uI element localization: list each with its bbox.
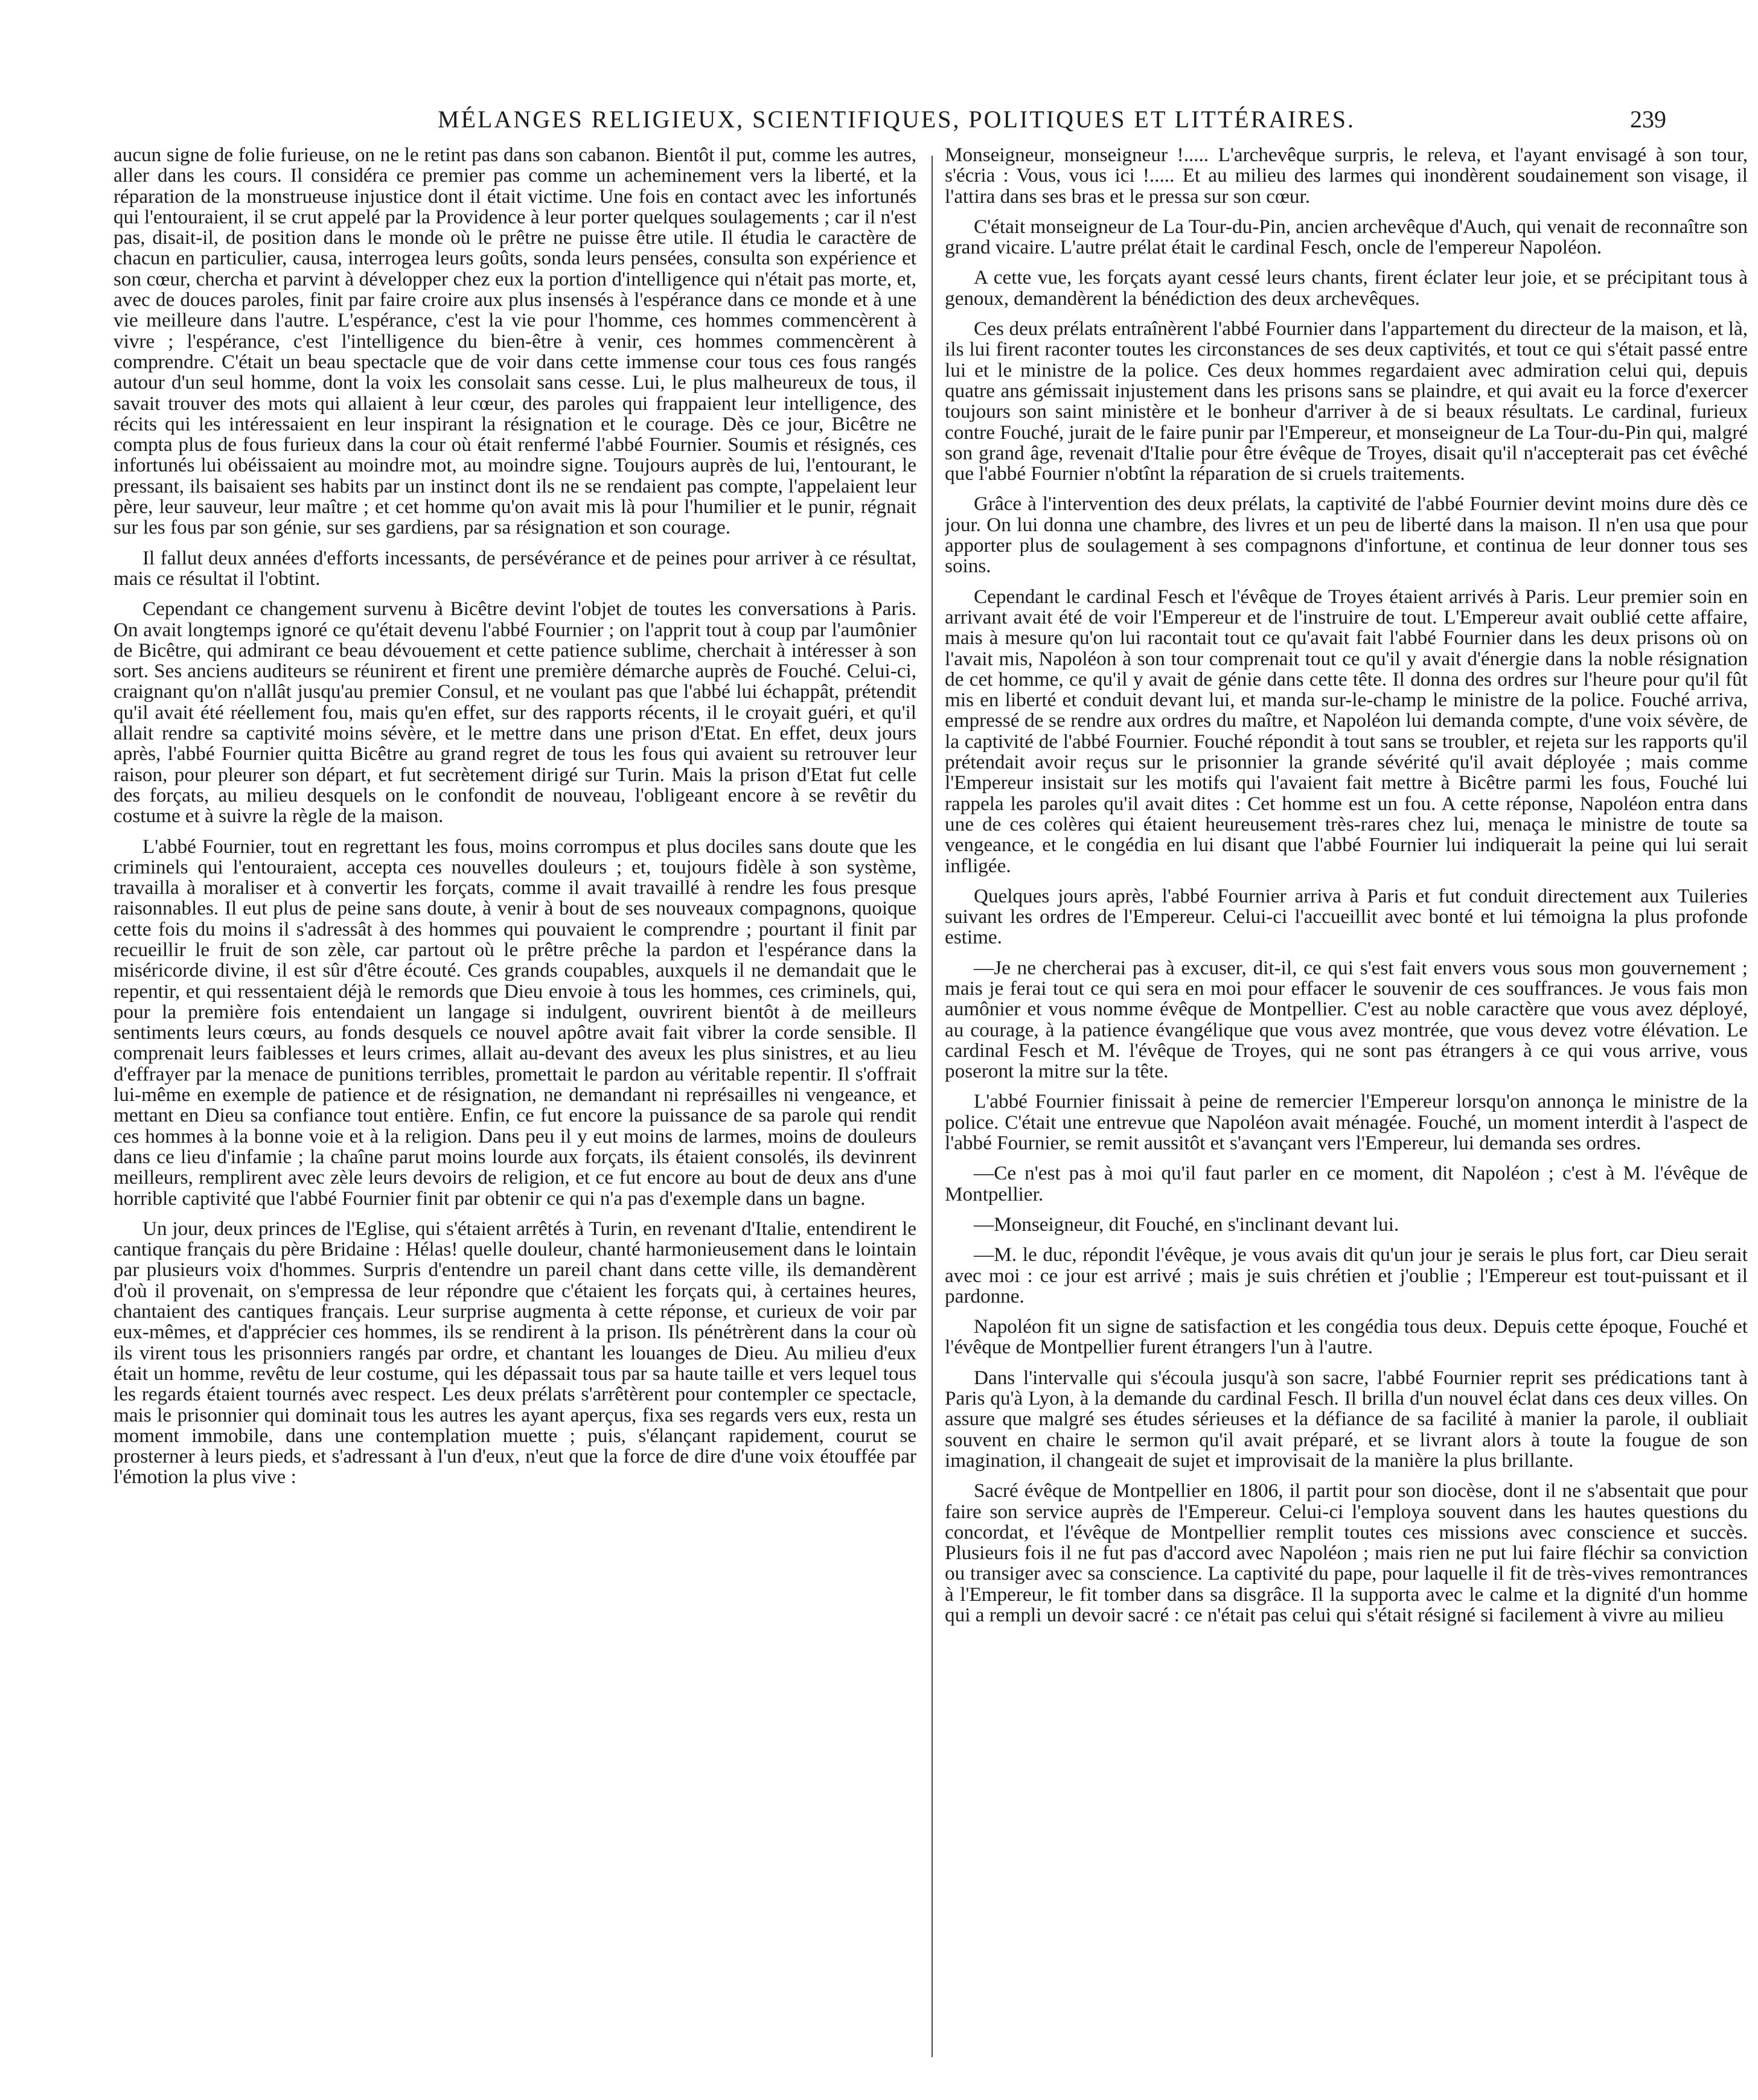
paragraph: Napoléon fit un signe de satisfaction et les congédia tous deux. Depuis cette époque, Fouché et l'évêque de Montpellier furent étrangers l'un à l'autre. [945, 1315, 1748, 1359]
paragraph: Cependant ce changement survenu à Bicêtre devint l'objet de toutes les conversations à Paris. On avait longtemps ignoré ce qu'était devenu l'abbé Fournier ; on l'apprit tout à coup par l'aumônier de Bicêtre, qui admirant ce beau dévouement et cette patience sublime, cherchait à intéresser à son sort. Ses anciens auditeurs se réunirent et firent une première démarche auprès de Fouché. Celui-ci, craignant qu'on n'allât jusqu'au premier Consul, et ne voulant pas que l'abbé lui échappât, prétendit qu'il avait été réellement fou, mais qu'en effet, sur des rapports récents, il le croyait guéri, et qu'il allait rendre sa captivité moins sévère, et le mettre dans une prison d'Etat. En effet, deux jours après, l'abbé Fournier quitta Bicêtre au grand regret de tous les fous qui avaient su retrouver leur raison, pour pleurer son départ, et fut secrètement dirigé sur Turin. Mais la prison d'Etat fut celle des forçats, au milieu desquels on le confondit de nouveau, l'obligeant encore à se revêtir du costume et à suivre la règle de la maison. [113, 598, 916, 828]
paragraph: Cependant le cardinal Fesch et l'évêque de Troyes étaient arrivés à Paris. Leur premier soin en arrivant avait été de voir l'Empereur et de l'instruire de tout. L'Empereur avait oublié cette affaire, mais à mesure qu'on lui racontait tout ce qu'avait fait l'abbé Fournier dans les deux prisons où on l'avait mis, Napoléon à son tour comprenait tout ce qu'il y avait d'énergie dans la noble résignation de cet homme, ce qu'il y avait de génie dans cette tête. Il donna des ordres sur l'heure pour qu'il fût mis en liberté et conduit devant lui, et manda sur-le-champ le ministre de la police. Fouché arriva, empressé de se rendre aux ordres du maître, et Napoléon lui demanda compte, d'une voix sévère, de la captivité de l'abbé Fournier. Fouché répondit à tout sans se troubler, et rejeta sur les rapports qu'il prétendait avoir reçus sur le prisonnier la grande sévérité qu'il avait déployée ; mais comme l'Empereur insistait sur les motifs qui l'avaient fait mettre à Bicêtre parmi les fous, Fouché lui rappela les paroles qu'il avait dites : Cet homme est un fou. A cette réponse, Napoléon entra dans une de ces colères qui étaient heureusement très-rares chez lui, menaça le ministre de toute sa vengeance, et le congédia en lui disant que l'abbé Fournier lui indiquerait la peine qui lui serait infligée. [945, 585, 1748, 877]
paragraph: Il fallut deux années d'efforts incessants, de persévérance et de peines pour arriver à ce résultat, mais ce résultat il l'obtint. [113, 546, 916, 590]
paragraph: L'abbé Fournier, tout en regrettant les fous, moins corrompus et plus dociles sans doute que les criminels qui l'entouraient, accepta ces nouvelles douleurs ; et, toujours fidèle à son système, travailla à moraliser et à convertir les forçats, comme il avait travaillé à rendre les fous presque raisonnables. Il eut plus de peine sans doute, à venir à bout de ses nouveaux compagnons, quoique cette fois du moins il s'adressât à des hommes qui pouvaient le comprendre ; pourtant il finit par recueillir le fruit de son zèle, car partout où le prêtre prêche la pardon et l'espérance dans la miséricorde divine, il est sûr d'être écouté. Ces grands coupables, auxquels il ne demandait que le repentir, et qui ressentaient déjà le remords que Dieu envoie à tous les hommes, ces criminels, qui, pour la première fois entendaient un langage si indulgent, ouvrirent bientôt à de meilleurs sentiments leurs cœurs, au fonds desquels ce nouvel apôtre avait fait vibrer la corde sensible. Il comprenait leurs faiblesses et leurs crimes, allait au-devant des aveux les plus sinistres, et au lieu d'effrayer par la menace de punitions terribles, promettait le pardon au véritable repentir. Il s'offrait lui-même en exemple de patience et de résignation, ne demandant ni représailles ni vengeance, et mettant en Dieu sa confiance tout entière. Enfin, ce fut encore la puissance de sa parole qui rendit ces hommes à la bonne voie et à la religion. Dans peu il y eut moins de larmes, moins de douleurs dans ce lieu d'infamie ; la chaîne parut moins lourde aux forçats, ils étaient consolés, ils devinrent meilleurs, remplirent avec zèle leurs devoirs de religion, et ce fut encore au bout de deux ans d'une horrible captivité que l'abbé Fournier finit par obtenir ce qui n'a pas d'exemple dans un bagne. [113, 835, 916, 1210]
right-column [945, 145, 1748, 2076]
left-column [113, 145, 916, 2076]
paragraph: —Ce n'est pas à moi qu'il faut parler en ce moment, dit Napoléon ; c'est à M. l'évêque de Montpellier. [945, 1162, 1748, 1205]
paragraph: Dans l'intervalle qui s'écoula jusqu'à son sacre, l'abbé Fournier reprit ses prédications tant à Paris qu'à Lyon, à la demande du cardinal Fesch. Il brilla d'un nouvel éclat dans ces deux villes. On assure que malgré ses études sérieuses et la défiance de sa facilité à manier la parole, il oubliait souvent en chaire le sermon qu'il avait préparé, et se livrant alors à toute la fougue de son imagination, il changeait de sujet et improvisait de la manière la plus brillante. [945, 1366, 1748, 1472]
paragraph: Grâce à l'intervention des deux prélats, la captivité de l'abbé Fournier devint moins dure dès ce jour. On lui donna une chambre, des livres et un peu de liberté dans la maison. Il n'en usa que pour apporter plus de soulagement à ses compagnons d'infortune, et continua de leur donner tous ses soins. [945, 493, 1748, 578]
paragraph: aucun signe de folie furieuse, on ne le retint pas dans son cabanon. Bientôt il put, comme les autres, aller dans les cours. Il considéra ce premier pas comme un acheminement vers la liberté, et la réparation de la monstrueuse injustice dont il était victime. Une fois en contact avec les infortunés qui l'entouraient, il se crut appelé par la Providence à leur porter quelques soulagements ; car il n'est pas, disait-il, de position dans le monde où le prêtre ne puisse être utile. Il étudia le caractère de chacun en particulier, causa, interrogea leurs goûts, sonda leurs pensées, consulta son expérience et son cœur, chercha et parvint à développer chez eux la portion d'intelligence qui n'était pas morte, et, avec de douces paroles, finit par faire croire aux plus insensés à l'espérance dans ce monde et à une vie meilleure dans l'autre. L'espérance, c'est la vie pour l'homme, ces hommes commencèrent à vivre ; l'espérance, c'est l'intelligence du bien-être à venir, ces hommes commencèrent à comprendre. C'était un beau spectacle que de voir dans cette immense cour tous ces fous rangés autour d'un seul homme, dont la voix les consolait sans cesse. Lui, le plus malheureux de tous, il savait trouver des mots qui allaient à leur cœur, des paroles qui frappaient leur intelligence, des récits qui les intéressaient en leur inspirant la résignation et le courage. Dès ce jour, Bicêtre ne compta plus de fous furieux dans la cour où était renfermé l'abbé Fournier. Soumis et résignés, ces infortunés lui obéissaient au moindre mot, au moindre signe. Toujours auprès de lui, l'entourant, le pressant, ils baisaient ses habits par un instinct dont ils ne se rendaient pas compte, l'appelaient leur père, leur sauveur, leur maître ; et cet homme qu'on avait mis là pour l'humilier et le punir, régnait sur les fous par son génie, sur ses gardiens, par sa résignation et son courage. [113, 145, 916, 539]
paragraph: —Je ne chercherai pas à excuser, dit-il, ce qui s'est fait envers vous sous mon gouvernement ; mais je ferai tout ce qui sera en moi pour effacer le souvenir de ces souffrances. Je vous fais mon aumônier et vous nomme évêque de Montpellier. C'est au noble caractère que vous avez déployé, au courage, à la patience évangélique que vous avez montrée, que vous devez votre élévation. Le cardinal Fesch et M. l'évêque de Troyes, qui ne sont pas étrangers à ce qui vous arrive, vous poseront la mitre sur la tête. [945, 956, 1748, 1083]
paragraph: C'était monseigneur de La Tour-du-Pin, ancien archevêque d'Auch, qui venait de reconnaître son grand vicaire. L'autre prélat était le cardinal Fesch, oncle de l'empereur Napoléon. [945, 215, 1748, 259]
paragraph: Quelques jours après, l'abbé Fournier arriva à Paris et fut conduit directement aux Tuileries suivant les ordres de l'Empereur. Celui-ci l'accueillit avec bonté et lui témoigna la plus profonde estime. [945, 884, 1748, 949]
paragraph: Monseigneur, monseigneur !..... L'archevêque surpris, le releva, et l'ayant envisagé à son tour, s'écria : Vous, vous ici !..... Et au milieu des larmes qui inondèrent soudainement son visage, il l'attira dans ses bras et le pressa sur son cœur. [945, 145, 1748, 208]
paragraph: —M. le duc, répondit l'évêque, je vous avais dit qu'un jour je serais le plus fort, car Dieu serait avec moi : ce jour est arrivé ; mais je suis chrétien et j'oublie ; l'Empereur est tout-puissant et il pardonne. [945, 1243, 1748, 1307]
running-title: MÉLANGES RELIGIEUX, SCIENTIFIQUES, POLITIQUES ET LITTÉRAIRES. [438, 106, 1355, 133]
column-rule [932, 156, 933, 2057]
paragraph: Ces deux prélats entraînèrent l'abbé Fournier dans l'appartement du directeur de la maison, et là, ils lui firent raconter toutes les circonstances de ses deux captivités, et tout ce qui s'était passé entre lui et le ministre de la police. Ces deux hommes regardaient avec admiration celui qui, depuis quatre ans gémissait injustement dans les prisons sans se plaindre, et qui avait eu la force d'exercer toujours son saint ministère et le bonheur d'arriver à de si beaux résultats. Le cardinal, furieux contre Fouché, jurait de le faire punir par l'Empereur, et monseigneur de La Tour-du-Pin qui, malgré son grand âge, revenait d'Italie pour être évêque de Troyes, disait qu'il n'accepterait pas cet évêché que l'abbé Fournier n'obtînt la réparation de si cruels traitements. [945, 318, 1748, 485]
paragraph: A cette vue, les forçats ayant cessé leurs chants, firent éclater leur joie, et se précipitant tous à genoux, demandèrent la bénédiction des deux archevêques. [945, 266, 1748, 310]
paragraph: Sacré évêque de Montpellier en 1806, il partit pour son diocèse, dont il ne s'absentait que pour faire son service auprès de l'Empereur. Celui-ci l'employa souvent dans les hautes questions du concordat, et l'évêque de Montpellier remplit toutes ces missions avec conscience et succès. Plusieurs fois il ne fut pas d'accord avec Napoléon ; mais rien ne put lui faire fléchir sa conviction ou transiger avec sa conscience. La captivité du pape, pour laquelle il fit de très-vives remontrances à l'Empereur, le fit tomber dans sa disgrâce. Il la supporta avec le calme et la dignité d'un homme qui a rempli un devoir sacré : ce n'était pas celui qui s'était résigné si facilement à vivre au milieu [945, 1479, 1748, 1626]
page-number: 239 [1630, 106, 1666, 133]
paragraph: L'abbé Fournier finissait à peine de remercier l'Empereur lorsqu'on annonça le ministre de la police. C'était une entrevue que Napoléon avait ménagée. Fouché, un moment interdit à l'aspect de l'abbé Fournier, se remit aussitôt et s'avançant vers l'Empereur, lui demanda ses ordres. [945, 1090, 1748, 1155]
paragraph: Un jour, deux princes de l'Eglise, qui s'étaient arrêtés à Turin, en revenant d'Italie, entendirent le cantique français du père Bridaine : Hélas! quelle douleur, chanté harmonieusement dans le lointain par plusieurs voix d'hommes. Surpris d'entendre un pareil chant dans cette ville, ils demandèrent d'où il provenait, on s'empressa de leur répondre que c'étaient les forçats qui, à certaines heures, chantaient des cantiques français. Leur surprise augmenta à cette réponse, et curieux de voir par eux-mêmes, et d'apprécier ces hommes, ils se rendirent à la prison. Ils pénétrèrent dans la cour où ils virent tous les prisonniers rangés par ordre, et chantant les louanges de Dieu. Au milieu d'eux était un homme, revêtu de leur costume, qui les dépassait tous par sa haute taille et vers lequel tous les regards étaient tournés avec respect. Les deux prélats s'arrêtèrent pour contempler ce spectacle, mais le prisonnier qui dominait tous les autres les ayant aperçus, fixa ses regards vers eux, resta un moment immobile, dans une contemplation muette ; puis, s'élançant rapidement, courut se prosterner à leurs pieds, et s'adressant à l'un d'eux, n'eut que la force de dire d'une voix étouffée par l'émotion la plus vive : [113, 1217, 916, 1489]
paragraph: —Monseigneur, dit Fouché, en s'inclinant devant lui. [974, 1213, 1399, 1236]
